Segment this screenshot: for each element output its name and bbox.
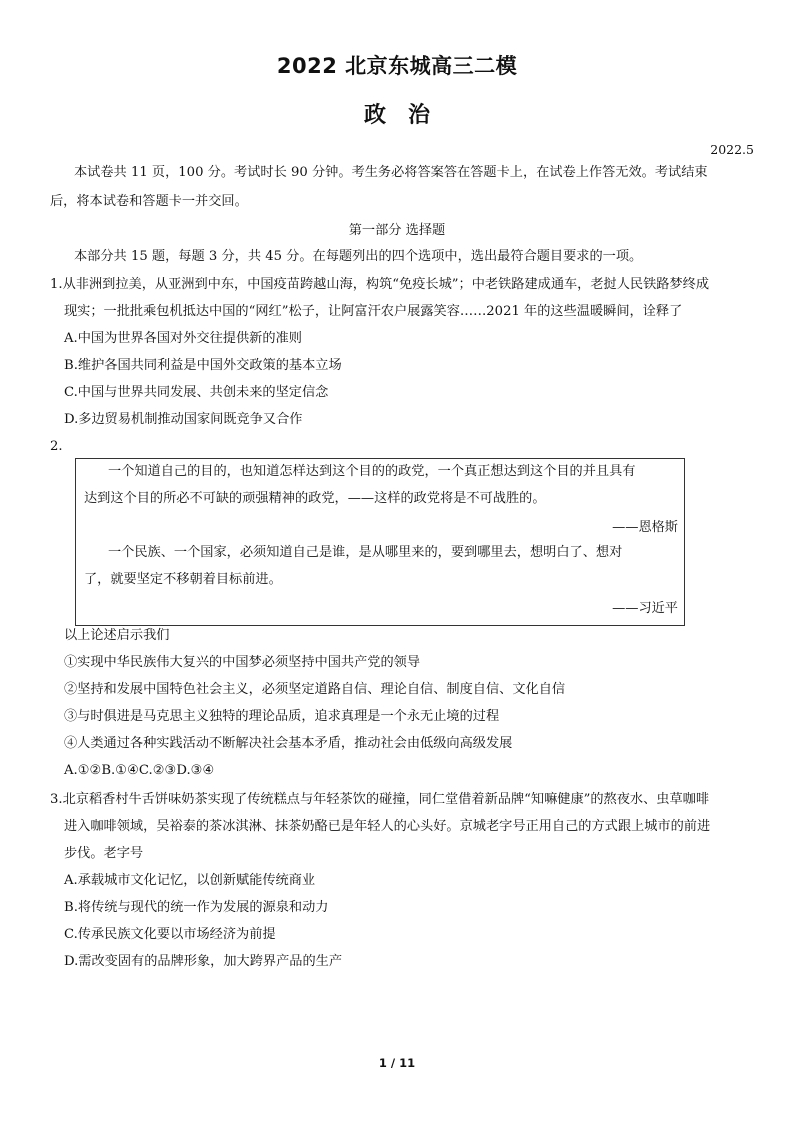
q2-quote1-author: ——恩格斯 bbox=[612, 520, 678, 535]
q3-option-d: D.需改变固有的品牌形象，加大跨界产品的生产 bbox=[64, 954, 343, 969]
q3-stem-line-2: 进入咖啡领域，吴裕泰的茶冰淇淋、抹茶奶酪已是年轻人的心头好。京城老字号正用自己的方式跟上城市的前进 bbox=[64, 819, 711, 834]
q1-option-a: A.中国为世界各国对外交往提供新的准则 bbox=[64, 331, 302, 346]
q2-prompt: 以上论述启示我们 bbox=[64, 628, 170, 643]
q2-quote1-line-2: 达到这个目的所必不可缺的顽强精神的政党，——这样的政党将是不可战胜的。 bbox=[84, 491, 546, 506]
q2-item-1: ①实现中华民族伟大复兴的中国梦必须坚持中国共产党的领导 bbox=[64, 655, 421, 670]
exam-title: 2022 北京东城高三二模 bbox=[276, 54, 518, 78]
q2-number: 2. bbox=[50, 439, 63, 454]
section-title: 第一部分 选择题 bbox=[348, 223, 446, 238]
subject-title: 政治 bbox=[363, 103, 452, 128]
q1-option-d: D.多边贸易机制推动国家间既竞争又合作 bbox=[64, 412, 303, 427]
instructions-line-2: 后，将本试卷和答题卡一并交回。 bbox=[50, 194, 248, 209]
q1-stem-line-2: 现实；一批批乘包机抵达中国的“网红”松子，让阿富汗农户展露笑容……2021 年的这些温暖瞬间，诠释了 bbox=[64, 304, 683, 319]
q1-stem-line-1: 1.从非洲到拉美，从亚洲到中东，中国疫苗跨越山海，构筑“免疫长城”；中老铁路建成通车，老挝人民铁路梦终成 bbox=[50, 277, 710, 292]
q2-quote2-line-1: 一个民族、一个国家，必须知道自己是谁，是从哪里来的，要到哪里去，想明白了、想对 bbox=[108, 545, 623, 560]
q1-option-c: C.中国与世界共同发展、共创未来的坚定信念 bbox=[64, 385, 329, 400]
q2-quote2-author: ——习近平 bbox=[612, 601, 678, 616]
q3-stem-line-3: 步伐。老字号 bbox=[64, 846, 144, 861]
section-description: 本部分共 15 题，每题 3 分，共 45 分。在每题列出的四个选项中，选出最符合题目要求的一项。 bbox=[74, 249, 643, 264]
page-number: 1 / 11 bbox=[378, 1056, 416, 1070]
exam-date: 2022.5 bbox=[710, 142, 754, 157]
q3-stem-line-1: 3.北京稻香村牛舌饼味奶茶实现了传统糕点与年轻茶饮的碰撞，同仁堂借着新品牌“知嘛健康”的熬夜水、虫草咖啡 bbox=[50, 792, 710, 807]
q2-item-4: ④人类通过各种实践活动不断解决社会基本矛盾，推动社会由低级向高级发展 bbox=[64, 736, 513, 751]
q2-item-3: ③与时俱进是马克思主义独特的理论品质，追求真理是一个永无止境的过程 bbox=[64, 709, 500, 724]
q1-option-b: B.维护各国共同利益是中国外交政策的基本立场 bbox=[64, 358, 342, 373]
q3-option-b: B.将传统与现代的统一作为发展的源泉和动力 bbox=[64, 900, 329, 915]
instructions-line-1: 本试卷共 11 页，100 分。考试时长 90 分钟。考生务必将答案答在答题卡上，在试卷上作答无效。考试结束 bbox=[74, 165, 708, 180]
q2-quote2-line-2: 了，就要坚定不移朝着目标前进。 bbox=[84, 572, 282, 587]
q2-item-2: ②坚持和发展中国特色社会主义，必须坚定道路自信、理论自信、制度自信、文化自信 bbox=[64, 682, 566, 697]
q3-option-a: A.承载城市文化记忆，以创新赋能传统商业 bbox=[64, 873, 316, 888]
q3-option-c: C.传承民族文化要以市场经济为前提 bbox=[64, 927, 276, 942]
q2-choices: A.①②B.①④C.②③D.③④ bbox=[64, 763, 215, 778]
q2-quote1-line-1: 一个知道自己的目的，也知道怎样达到这个目的的政党，一个真正想达到这个目的并且具有 bbox=[108, 464, 636, 479]
q2-quote-box bbox=[75, 458, 685, 626]
